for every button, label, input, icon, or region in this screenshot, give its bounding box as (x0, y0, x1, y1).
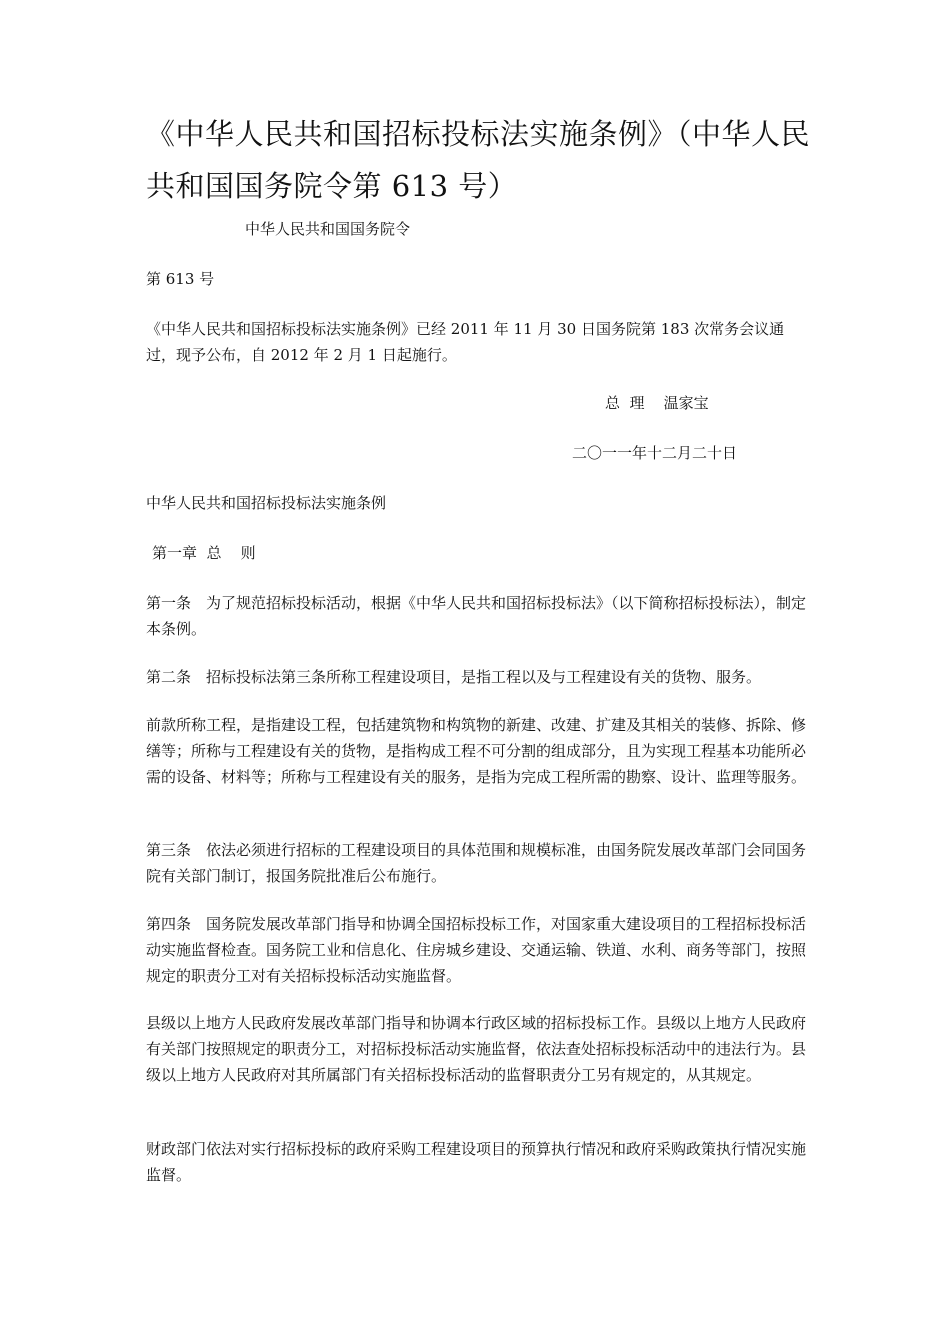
order-number: 第 613 号 (146, 270, 215, 288)
document-title: 《中华人民共和国招标投标法实施条例》（中华人民共和国国务院令第 613 号） (146, 117, 811, 203)
article-paragraph: 县级以上地方人民政府发展改革部门指导和协调本行政区域的招标投标工作。县级以上地方人民政府有关部门按照规定的职责分工，对招标投标活动实施监督，依法查处招标投标活动中的违法行为。县级以上地方人民政府对其所属部门有关招标投标活动的监督职责分工另有规定的，从其规定。 (146, 1014, 807, 1084)
article-paragraph: 财政部门依法对实行招标投标的政府采购工程建设项目的预算执行情况和政府采购政策执行情况实施监督。 (146, 1140, 807, 1184)
signature-line: 总 理 温家宝 (605, 394, 709, 412)
law-title: 中华人民共和国招标投标法实施条例 (146, 494, 387, 512)
article-paragraph: 第四条 国务院发展改革部门指导和协调全国招标投标工作，对国家重大建设项目的工程招标投标活动实施监督检查。国务院工业和信息化、住房城乡建设、交通运输、铁道、水利、商务等部门，按照规定的职责分工对有关招标投标活动实施监督。 (146, 915, 807, 985)
issuer-line: 中华人民共和国国务院令 (245, 220, 411, 238)
article-paragraph: 前款所称工程，是指建设工程，包括建筑物和构筑物的新建、改建、扩建及其相关的装修、拆除、修缮等；所称与工程建设有关的货物，是指构成工程不可分割的组成部分，且为实现工程基本功能所必需的设备、材料等；所称与工程建设有关的服务，是指为完成工程所需的勘察、设计、监理等服务。 (146, 716, 807, 786)
chapter-heading: 第一章 总 则 (152, 544, 256, 562)
article-paragraph: 第二条 招标投标法第三条所称工程建设项目，是指工程以及与工程建设有关的货物、服务。 (146, 668, 762, 686)
promulgation-paragraph: 《中华人民共和国招标投标法实施条例》已经 2011 年 11 月 30 日国务院第 183 次常务会议通过，现予公布，自 2012 年 2 月 1 日起施行。 (146, 320, 785, 364)
article-paragraph: 第三条 依法必须进行招标的工程建设项目的具体范围和规模标准，由国务院发展改革部门会同国务院有关部门制订，报国务院批准后公布施行。 (146, 841, 807, 885)
issue-date: 二〇一一年十二月二十日 (572, 444, 738, 462)
article-paragraph: 第一条 为了规范招标投标活动，根据《中华人民共和国招标投标法》（以下简称招标投标法），制定本条例。 (146, 594, 807, 638)
